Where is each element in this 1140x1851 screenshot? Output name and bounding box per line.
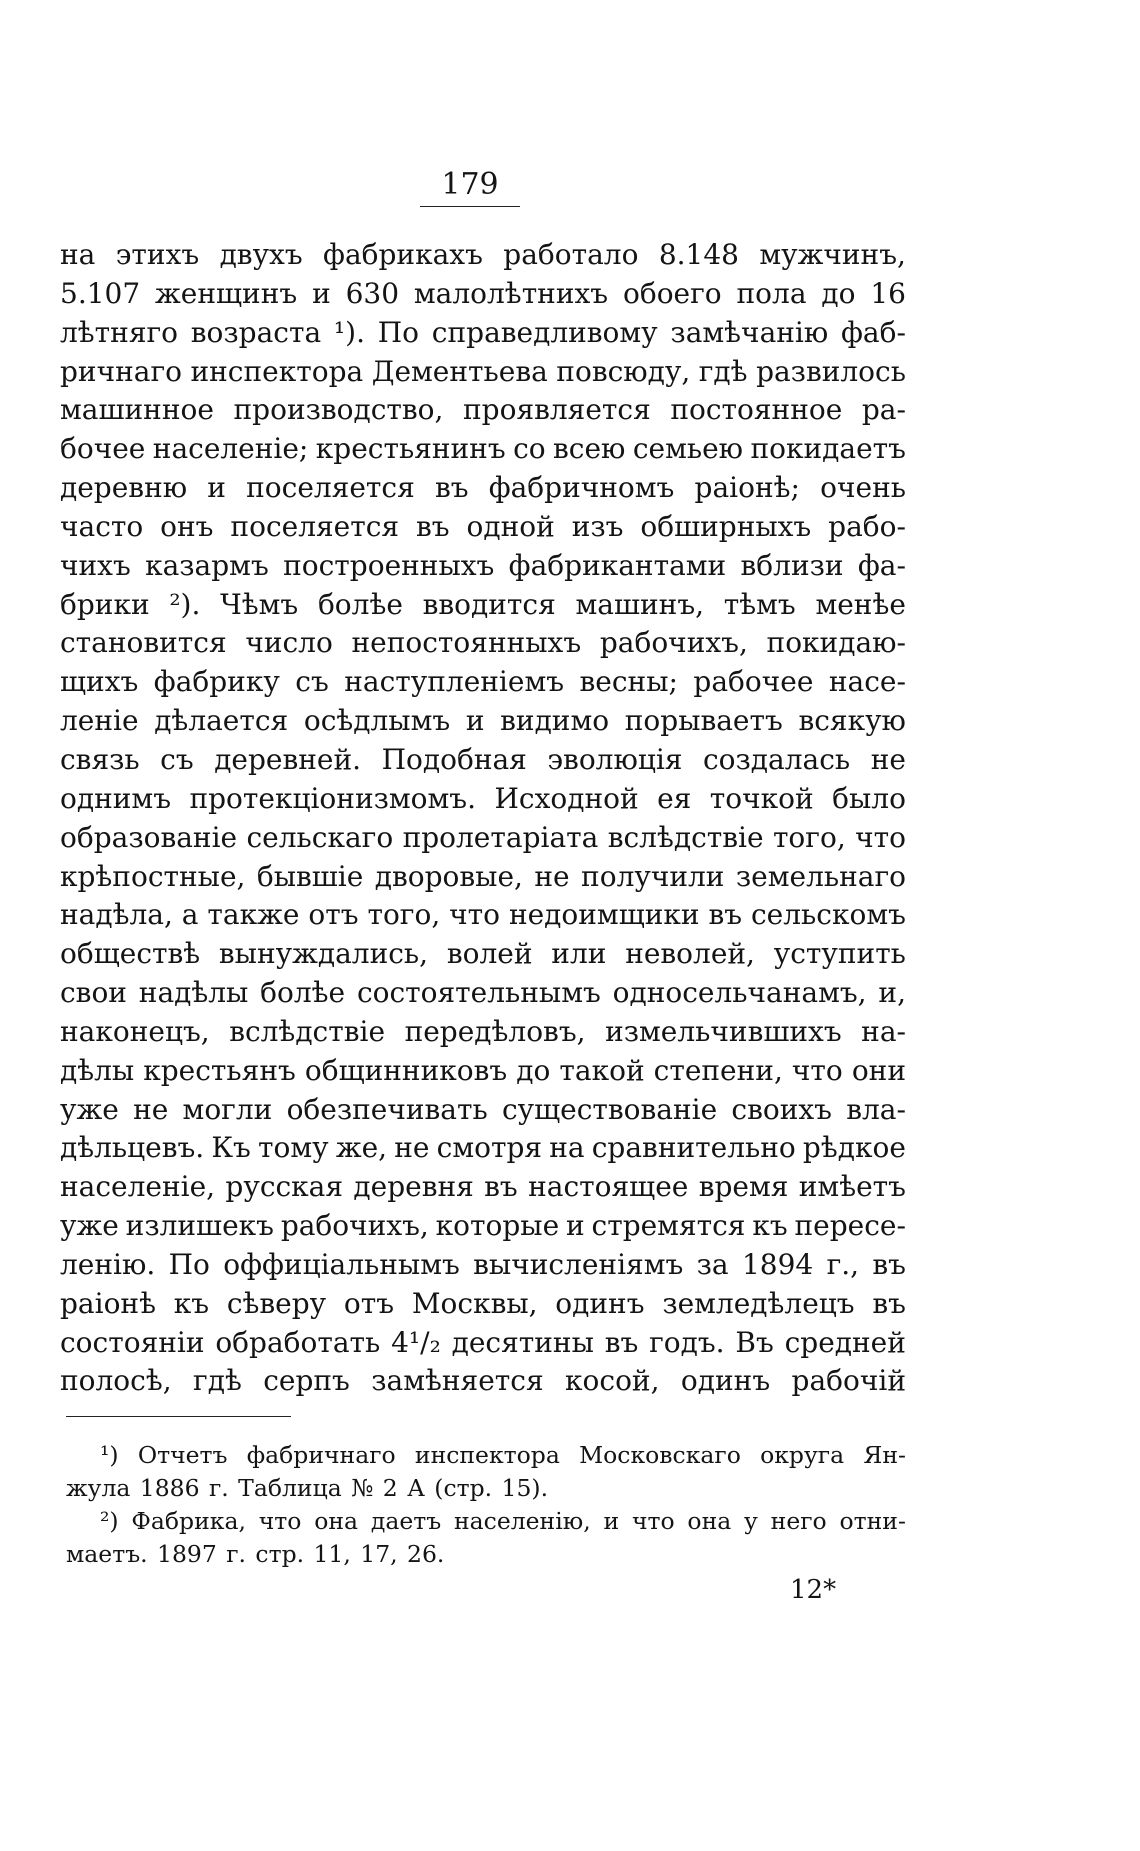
text-line: деревню и поселяется въ фабричномъ раіонѣ; очень: [60, 471, 906, 505]
page-number: 179: [420, 167, 520, 207]
text-line: щихъ фабрику съ наступленіемъ весны; рабочее насе-: [60, 665, 906, 699]
footnote-line: жула 1886 г. Таблица № 2 А (стр. 15).: [66, 1474, 549, 1502]
text-line: связь съ деревней. Подобная эволюція создалась не: [60, 742, 906, 776]
text-line: уже излишекъ рабочихъ, которые и стремятся къ пересе-: [60, 1209, 906, 1243]
text-line: образованіе сельскаго пролетаріата вслѣдствіе того, что: [60, 820, 906, 854]
text-line: брики ²). Чѣмъ болѣе вводится машинъ, тѣмъ менѣе: [60, 587, 906, 621]
text-line: раіонѣ къ сѣверу отъ Москвы, одинъ земледѣлецъ въ: [60, 1286, 906, 1320]
text-line: чихъ казармъ построенныхъ фабрикантами вблизи фа-: [60, 548, 906, 582]
body-text: [60, 236, 906, 1401]
footnote-line: ¹) Отчетъ фабричнаго инспектора Московскаго округа Ян-: [100, 1441, 906, 1469]
text-line: бочее населеніе; крестьянинъ со всею семьею покидаетъ: [60, 432, 906, 466]
text-line: состояніи обработать 4¹/₂ десятины въ годъ. Въ средней: [60, 1325, 906, 1359]
text-line: населеніе, русская деревня въ настоящее время имѣетъ: [60, 1170, 906, 1204]
text-line: лѣтняго возраста ¹). По справедливому замѣчанію фаб-: [60, 315, 906, 349]
text-line: становится число непостоянныхъ рабочихъ, покидаю-: [60, 626, 906, 660]
text-line: часто онъ поселяется въ одной изъ обширныхъ рабо-: [60, 509, 906, 543]
footnote-line: маетъ. 1897 г. стр. 11, 17, 26.: [66, 1540, 445, 1568]
text-line: дѣльцевъ. Къ тому же, не смотря на сравнительно рѣдкое: [60, 1131, 906, 1165]
footnote-rule: [66, 1416, 291, 1417]
text-line: свои надѣлы болѣе состоятельнымъ односельчанамъ, и,: [60, 976, 906, 1010]
text-line: надѣла, а также отъ того, что недоимщики въ сельскомъ: [60, 898, 906, 932]
text-line: леніе дѣлается осѣдлымъ и видимо порываетъ всякую: [60, 704, 906, 738]
text-line: обществѣ вынуждались, волей или неволей, уступить: [60, 937, 906, 971]
text-line: 5.107 женщинъ и 630 малолѣтнихъ обоего пола до 16: [60, 276, 906, 310]
text-line: крѣпостные, бывшіе дворовые, не получили земельнаго: [60, 859, 906, 893]
text-line: ричнаго инспектора Дементьева повсюду, гдѣ развилось: [60, 354, 906, 388]
text-line: машинное производство, проявляется постоянное ра-: [60, 393, 906, 427]
text-line: ленію. По оффиціальнымъ вычисленіямъ за 1894 г., въ: [60, 1247, 906, 1281]
text-line: наконецъ, вслѣдствіе передѣловъ, измельчившихъ на-: [60, 1014, 906, 1048]
text-line: однимъ протекціонизмомъ. Исходной ея точкой было: [60, 781, 906, 815]
text-line: уже не могли обезпечивать существованіе своихъ вла-: [60, 1092, 906, 1126]
footnotes: [66, 1439, 906, 1571]
text-line: на этихъ двухъ фабрикахъ работало 8.148 мужчинъ,: [60, 238, 906, 271]
text-line: дѣлы крестьянъ общинниковъ до такой степени, что они: [60, 1053, 906, 1087]
signature-mark: 12*: [790, 1575, 837, 1605]
text-line: полосѣ, гдѣ серпъ замѣняется косой, одинъ рабочій: [60, 1364, 906, 1398]
footnote-line: ²) Фабрика, что она даетъ населенію, и что она у него отни-: [100, 1507, 906, 1535]
